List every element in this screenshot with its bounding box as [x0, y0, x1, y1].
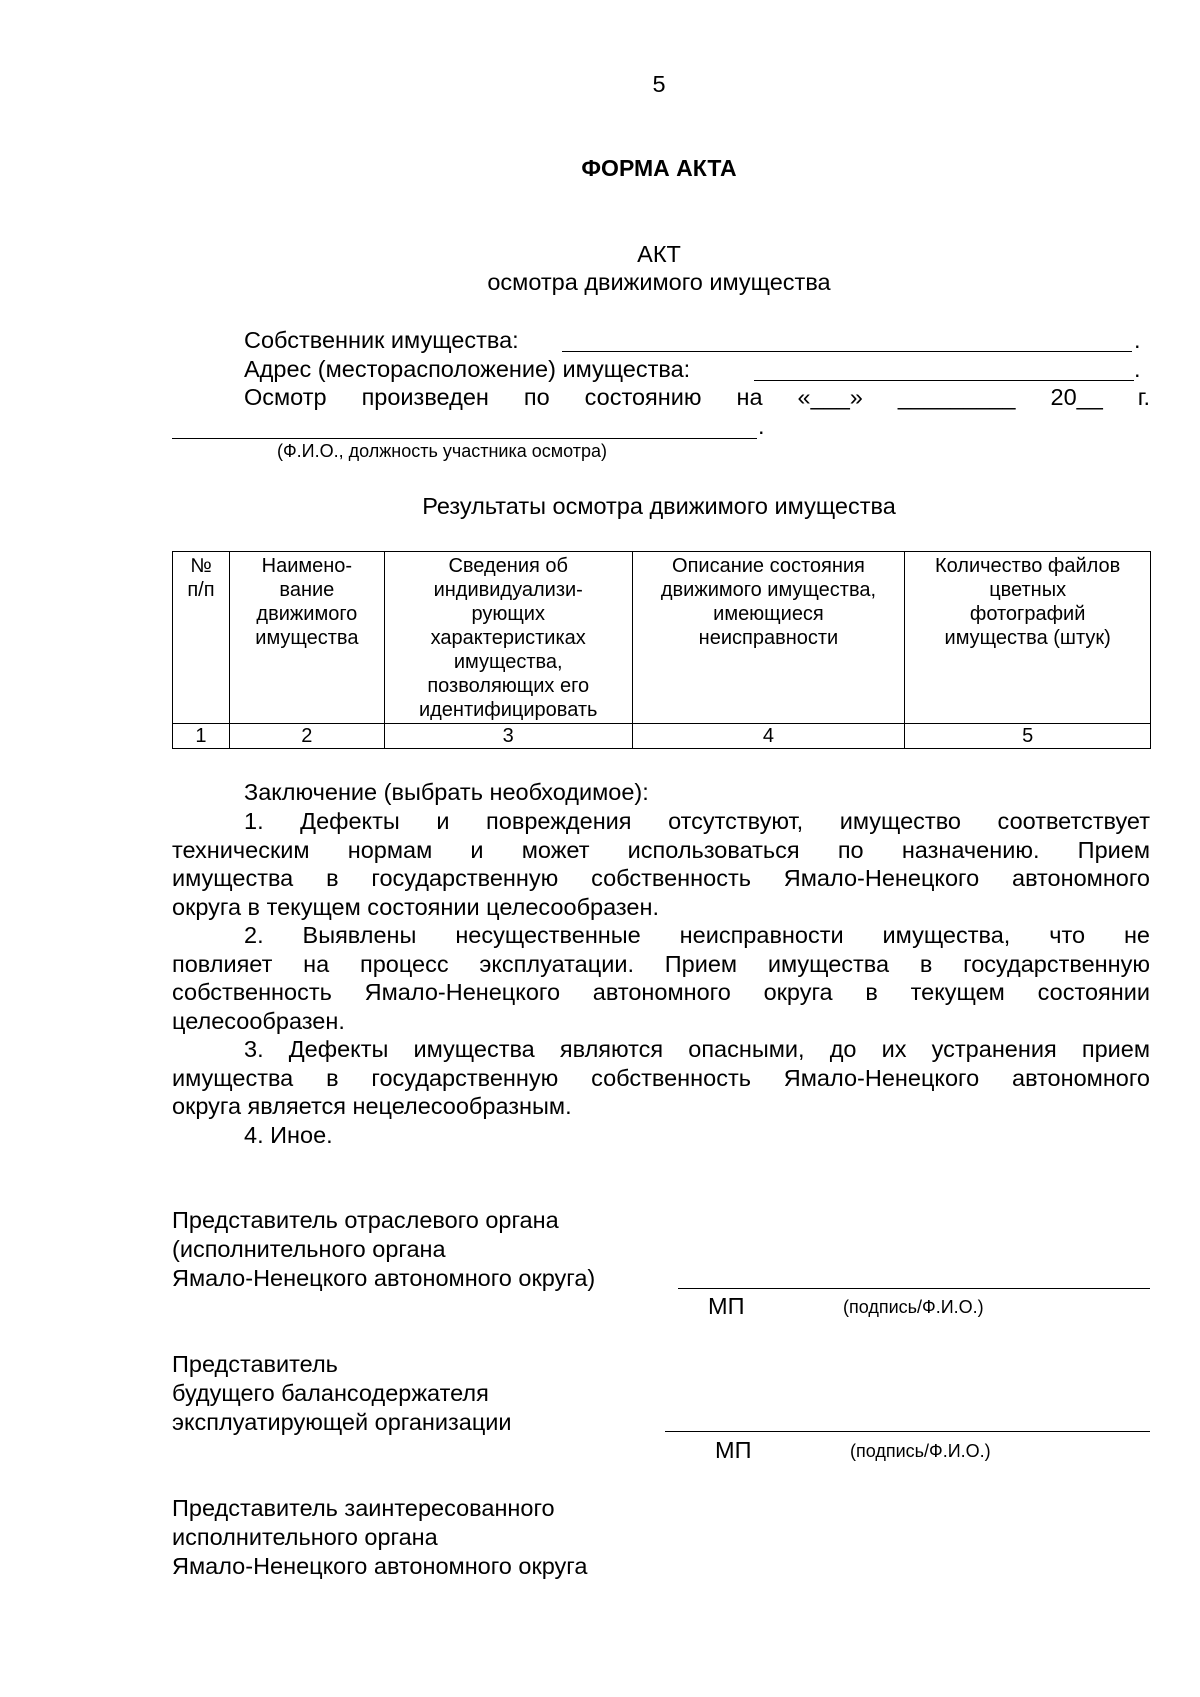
- header-photos: [905, 552, 1151, 724]
- participant-caption: (Ф.И.О., должность участника осмотра): [277, 441, 608, 461]
- column-number: 1: [173, 724, 230, 749]
- signature-1-stamp: МП: [708, 1293, 745, 1319]
- header-line: имущества,: [453, 651, 563, 673]
- signature-2-line[interactable]: [665, 1431, 1150, 1432]
- header-line: №: [190, 555, 212, 577]
- signature-3-label-line: исполнительного органа: [172, 1524, 438, 1550]
- header-line: идентифицировать: [418, 699, 598, 721]
- column-numbers-row: [173, 724, 1151, 749]
- signature-2-caption: (подпись/Ф.И.О.): [850, 1441, 991, 1461]
- header-line: имеющиеся: [713, 603, 824, 625]
- header-line: п/п: [187, 579, 215, 601]
- inspection-date-line: [244, 383, 1150, 412]
- conclusion-item-1-line: имущества в государственную собственность Ямало-Ненецкого автономного: [172, 865, 1150, 891]
- header-line: движимого: [256, 603, 358, 625]
- signature-1-label-line: Ямало-Ненецкого автономного округа): [172, 1265, 596, 1291]
- conclusion-title: Заключение (выбрать необходимое):: [244, 779, 649, 805]
- year-field[interactable]: 20__: [1050, 384, 1103, 410]
- address-field[interactable]: [754, 380, 1134, 381]
- header-line: вание: [279, 579, 335, 601]
- day-field[interactable]: «___»: [797, 384, 863, 410]
- act-subtitle: осмотра движимого имущества: [487, 269, 831, 295]
- participant-period: .: [758, 413, 765, 439]
- header-line: Наимено-: [261, 555, 353, 577]
- header-name: [229, 552, 384, 724]
- owner-field[interactable]: [562, 351, 1132, 352]
- conclusion-item-2-line: повлияет на процесс эксплуатации. Прием имущества в государственную: [172, 951, 1150, 977]
- inspection-word: произведен: [361, 384, 489, 410]
- header-line: Сведения об: [448, 555, 568, 577]
- conclusion-item-3-last: округа является нецелесообразным.: [172, 1093, 572, 1119]
- signature-2-stamp: МП: [715, 1437, 752, 1463]
- conclusion-item-1-line: техническим нормам и может использоваться по назначению. Прием: [172, 837, 1150, 863]
- signature-2-label-line: Представитель: [172, 1351, 338, 1377]
- header-line: индивидуализи-: [433, 579, 583, 601]
- signature-1-line[interactable]: [678, 1288, 1150, 1289]
- signature-1-label-line: (исполнительного органа: [172, 1236, 446, 1262]
- inspection-word: на: [736, 384, 763, 410]
- conclusion-item-4: 4. Иное.: [244, 1122, 333, 1148]
- conclusion-item-3-first: 3. Дефекты имущества являются опасными, до их устранения прием: [244, 1036, 1150, 1062]
- results-table: [172, 551, 1151, 749]
- act-title: АКТ: [637, 241, 681, 267]
- header-line: характеристиках: [430, 627, 586, 649]
- form-title: ФОРМА АКТА: [581, 155, 737, 181]
- header-line: фотографий: [969, 603, 1086, 625]
- header-line: имущества: [255, 627, 359, 649]
- owner-period: .: [1134, 327, 1141, 353]
- signature-3-label-line: Представитель заинтересованного: [172, 1495, 555, 1521]
- column-number: 2: [229, 724, 384, 749]
- conclusion-item-3-line: имущества в государственную собственность Ямало-Ненецкого автономного: [172, 1065, 1150, 1091]
- address-period: .: [1134, 356, 1141, 382]
- conclusion-item-1-last: округа в текущем состоянии целесообразен.: [172, 894, 659, 920]
- column-number: 4: [632, 724, 905, 749]
- signature-3-label-line: Ямало-Ненецкого автономного округа: [172, 1553, 588, 1579]
- header-line: Количество файлов: [934, 555, 1121, 577]
- signature-2-label-line: эксплуатирующей организации: [172, 1409, 512, 1435]
- table-header-row: [173, 552, 1151, 724]
- header-line: имущества (штук): [944, 627, 1111, 649]
- header-line: рующих: [471, 603, 545, 625]
- inspection-word: по: [523, 384, 550, 410]
- inspection-word: Осмотр: [244, 384, 327, 410]
- conclusion-item-2-first: 2. Выявлены несущественные неисправности имущества, что не: [244, 922, 1150, 948]
- header-line: цветных: [989, 579, 1067, 601]
- signature-1-caption: (подпись/Ф.И.О.): [843, 1297, 984, 1317]
- address-label: Адрес (месторасположение) имущества:: [244, 356, 691, 382]
- inspection-word: состоянию: [584, 384, 702, 410]
- results-title: Результаты осмотра движимого имущества: [422, 493, 896, 519]
- header-characteristics: [384, 552, 632, 724]
- conclusion-item-1-first: 1. Дефекты и повреждения отсутствуют, имущество соответствует: [244, 808, 1150, 834]
- header-number: [173, 552, 230, 724]
- header-line: движимого имущества,: [660, 579, 877, 601]
- header-condition: [632, 552, 905, 724]
- column-number: 3: [384, 724, 632, 749]
- header-line: Описание состояния: [672, 555, 865, 577]
- signature-2-label-line: будущего балансодержателя: [172, 1380, 489, 1406]
- participant-field[interactable]: [172, 438, 757, 439]
- conclusion-item-2-last: целесообразен.: [172, 1008, 345, 1034]
- signature-1-label-line: Представитель отраслевого органа: [172, 1207, 559, 1233]
- page-number: 5: [652, 71, 666, 97]
- header-line: позволяющих его: [427, 675, 590, 697]
- conclusion-item-2-line: собственность Ямало-Ненецкого автономного округа в текущем состоянии: [172, 979, 1150, 1005]
- month-field[interactable]: _________: [897, 384, 1016, 410]
- year-suffix: г.: [1137, 384, 1150, 410]
- column-number: 5: [905, 724, 1151, 749]
- header-line: неисправности: [698, 627, 839, 649]
- owner-label: Собственник имущества:: [244, 327, 519, 353]
